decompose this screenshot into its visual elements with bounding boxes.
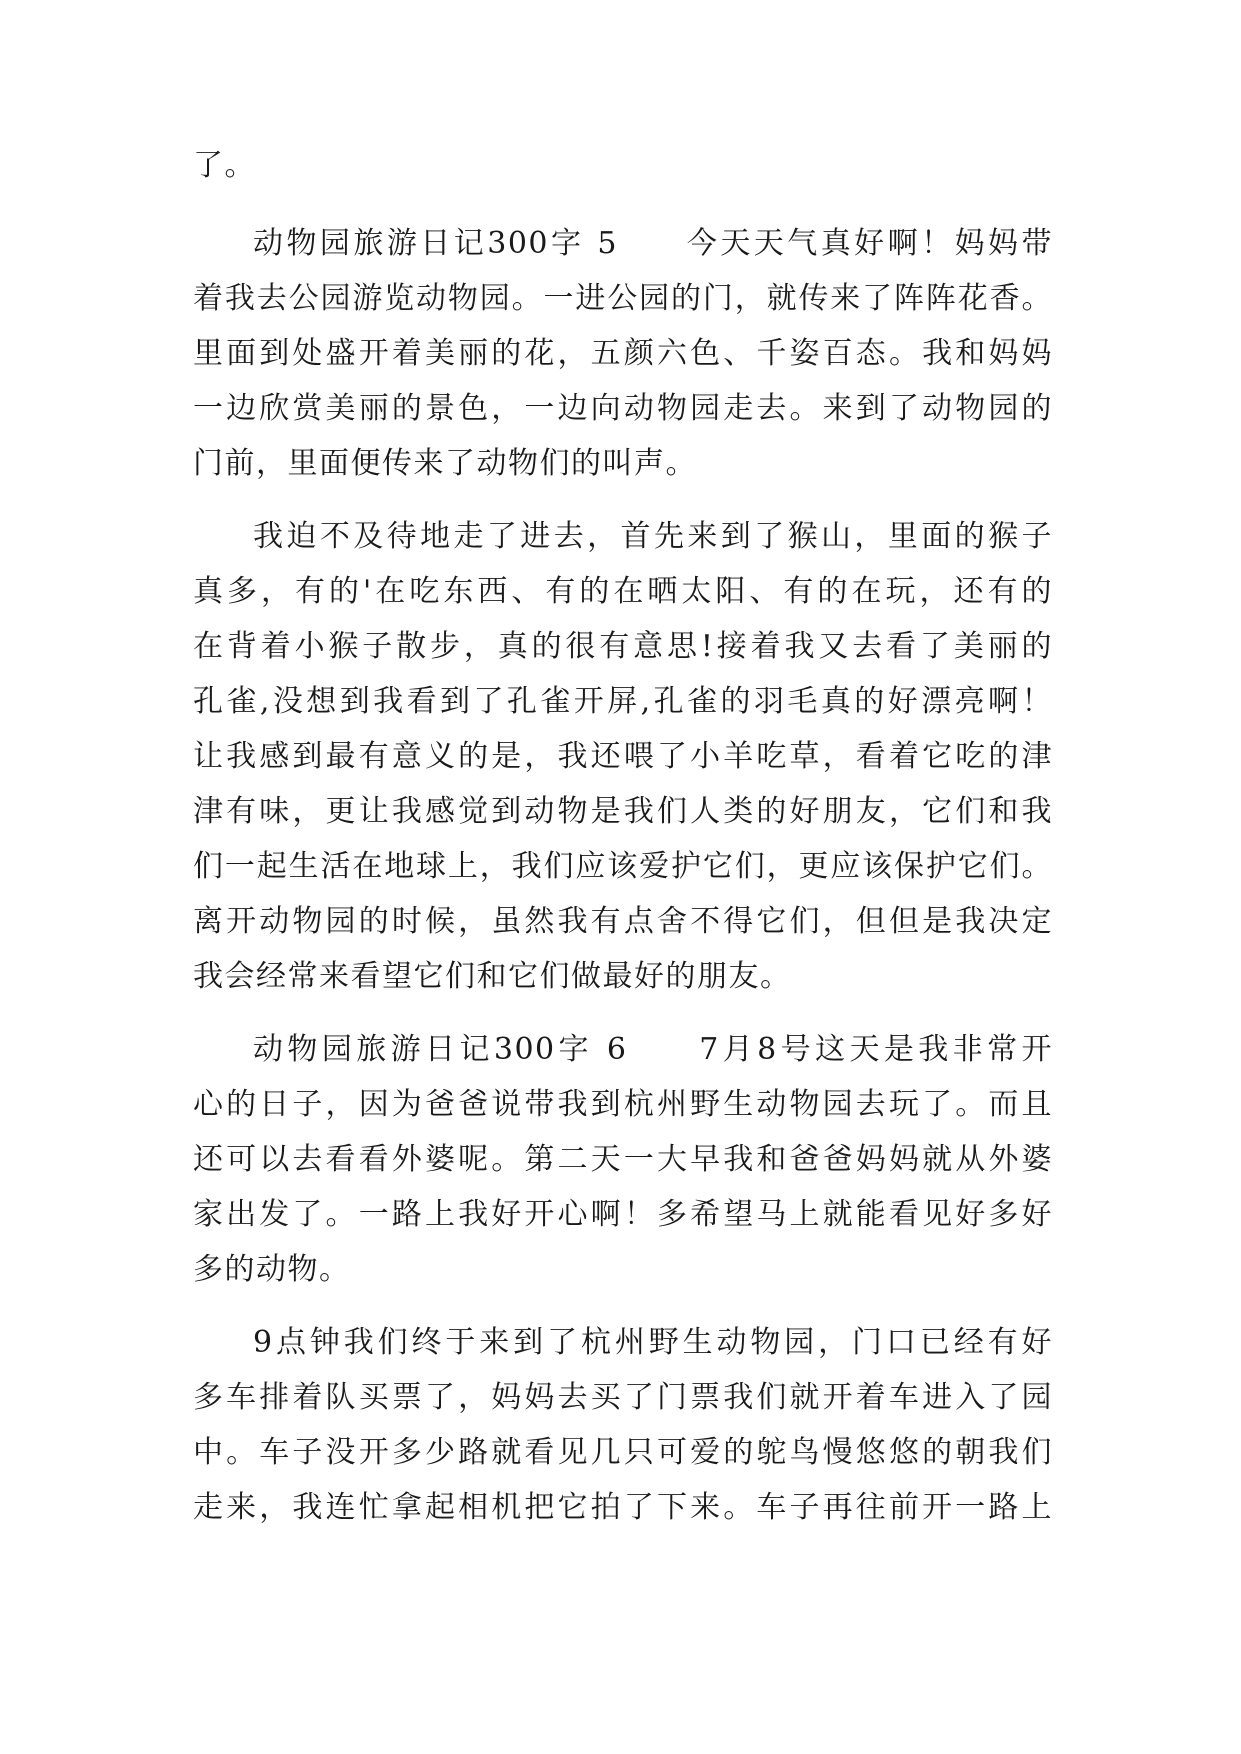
paragraph-start-line: 9点钟我们终于来到了杭州野生动物园，门口已经有好 [253, 1325, 1053, 1360]
text-line: 心的日子，因为爸爸说带我到杭州野生动物园去玩了。而且 [193, 1087, 1053, 1122]
text-line: 真多，有的'在吃东西、有的在晒太阳、有的在玩，还有的 [193, 574, 1053, 609]
text-line: 我会经常来看望它们和它们做最好的朋友。 [193, 959, 792, 994]
text-line: 孔雀,没想到我看到了孔雀开屏,孔雀的羽毛真的好漂亮啊！ [193, 684, 1053, 719]
text-line: 们一起生活在地球上，我们应该爱护它们，更应该保护它们。 [193, 849, 1053, 884]
text-line: 里面到处盛开着美丽的花，五颜六色、千姿百态。我和妈妈 [193, 336, 1053, 371]
section-heading-line: 动物园旅游日记300字 5 今天天气真好啊！妈妈带 [253, 226, 1053, 261]
text-line: 走来，我连忙拿起相机把它拍了下来。车子再往前开一路上 [193, 1490, 1053, 1525]
text-line: 还可以去看看外婆呢。第二天一大早我和爸爸妈妈就从外婆 [193, 1142, 1053, 1177]
text-line: 中。车子没开多少路就看见几只可爱的鸵鸟慢悠悠的朝我们 [193, 1435, 1053, 1470]
section-heading-line: 动物园旅游日记300字 6 7月8号这天是我非常开 [253, 1032, 1053, 1067]
paragraph-start-line: 我迫不及待地走了进去，首先来到了猴山，里面的猴子 [253, 519, 1053, 554]
text-line: 在背着小猴子散步，真的很有意思!接着我又去看了美丽的 [193, 629, 1053, 664]
text-line: 门前，里面便传来了动物们的叫声。 [193, 446, 697, 481]
text-line: 津有味，更让我感觉到动物是我们人类的好朋友，它们和我 [193, 794, 1053, 829]
text-line: 离开动物园的时候，虽然我有点舍不得它们，但但是我决定 [193, 904, 1053, 939]
text-line: 让我感到最有意义的是，我还喂了小羊吃草，看着它吃的津 [193, 739, 1053, 774]
text-line: 了。 [193, 148, 256, 183]
text-line: 家出发了。一路上我好开心啊！多希望马上就能看见好多好 [193, 1197, 1053, 1232]
text-line: 多的动物。 [193, 1252, 351, 1287]
text-line: 着我去公园游览动物园。一进公园的门，就传来了阵阵花香。 [193, 281, 1053, 316]
text-line: 一边欣赏美丽的景色，一边向动物园走去。来到了动物园的 [193, 391, 1053, 426]
text-line: 多车排着队买票了，妈妈去买了门票我们就开着车进入了园 [193, 1380, 1053, 1415]
